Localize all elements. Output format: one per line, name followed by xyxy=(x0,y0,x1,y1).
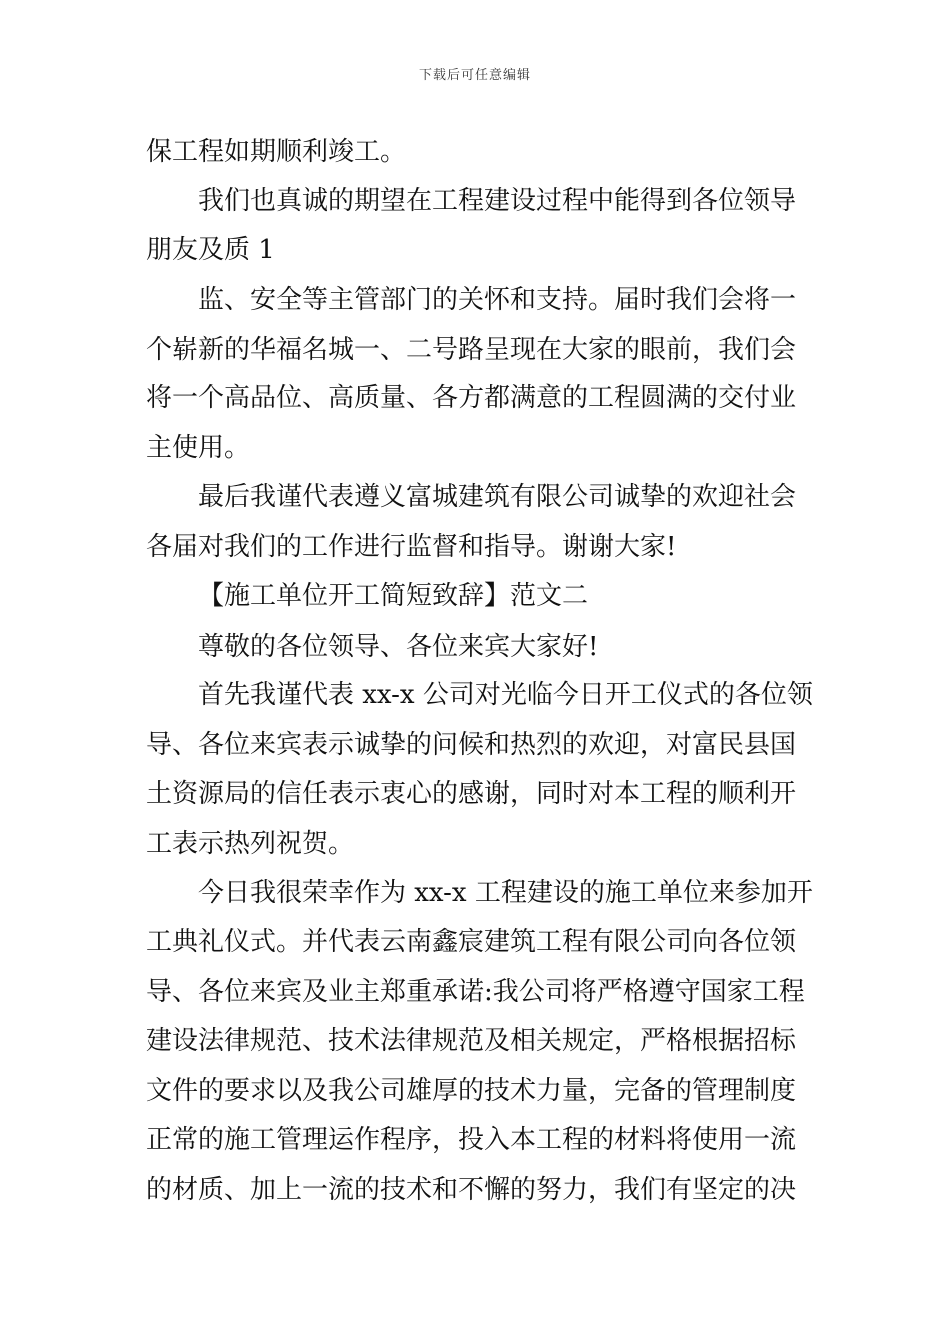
text-line: 监、安全等主管部门的关怀和支持。届时我们会将一 xyxy=(198,285,797,315)
text-line: 正常的施工管理运作程序，投入本工程的材料将使用一流 xyxy=(146,1125,797,1155)
text-line: 的材质、加上一流的技术和不懈的努力，我们有坚定的决 xyxy=(146,1175,797,1205)
text-line: 首先我谨代表 xx-x 公司对光临今日开工仪式的各位领 xyxy=(198,680,813,710)
text-line: 文件的要求以及我公司雄厚的技术力量，完备的管理制度 xyxy=(146,1076,797,1106)
text-line: 土资源局的信任表示衷心的感谢，同时对本工程的顺利开 xyxy=(146,779,797,809)
text-line: 朋友及质 1 xyxy=(146,235,275,265)
text-line: 工表示热列祝贺。 xyxy=(146,829,355,859)
text-line: 保工程如期顺利竣工。 xyxy=(146,137,407,167)
text-line: 主使用。 xyxy=(146,433,251,463)
text-line: 将一个高品位、高质量、各方都满意的工程圆满的交付业 xyxy=(146,383,797,413)
text-line: 最后我谨代表遵义富城建筑有限公司诚挚的欢迎社会 xyxy=(198,482,797,512)
text-line: 导、各位来宾及业主郑重承诺:我公司将严格遵守国家工程 xyxy=(146,977,805,1007)
text-line: 建设法律规范、技术法律规范及相关规定，严格根据招标 xyxy=(146,1026,797,1056)
page-header: 下载后可任意编辑 xyxy=(418,68,531,83)
section-heading: 【施工单位开工简短致辞】范文二 xyxy=(198,581,589,611)
text-line: 导、各位来宾表示诚挚的问候和热烈的欢迎，对富民县国 xyxy=(146,730,797,760)
text-line: 各届对我们的工作进行监督和指导。谢谢大家! xyxy=(146,532,677,562)
text-line: 我们也真诚的期望在工程建设过程中能得到各位领导 xyxy=(198,186,797,216)
text-line: 今日我很荣幸作为 xx-x 工程建设的施工单位来参加开 xyxy=(198,878,813,908)
salutation: 尊敬的各位领导、各位来宾大家好! xyxy=(198,632,599,662)
text-line: 个崭新的华福名城一、二号路呈现在大家的眼前，我们会 xyxy=(146,335,797,365)
text-line: 工典礼仪式。并代表云南鑫宸建筑工程有限公司向各位领 xyxy=(146,927,797,957)
